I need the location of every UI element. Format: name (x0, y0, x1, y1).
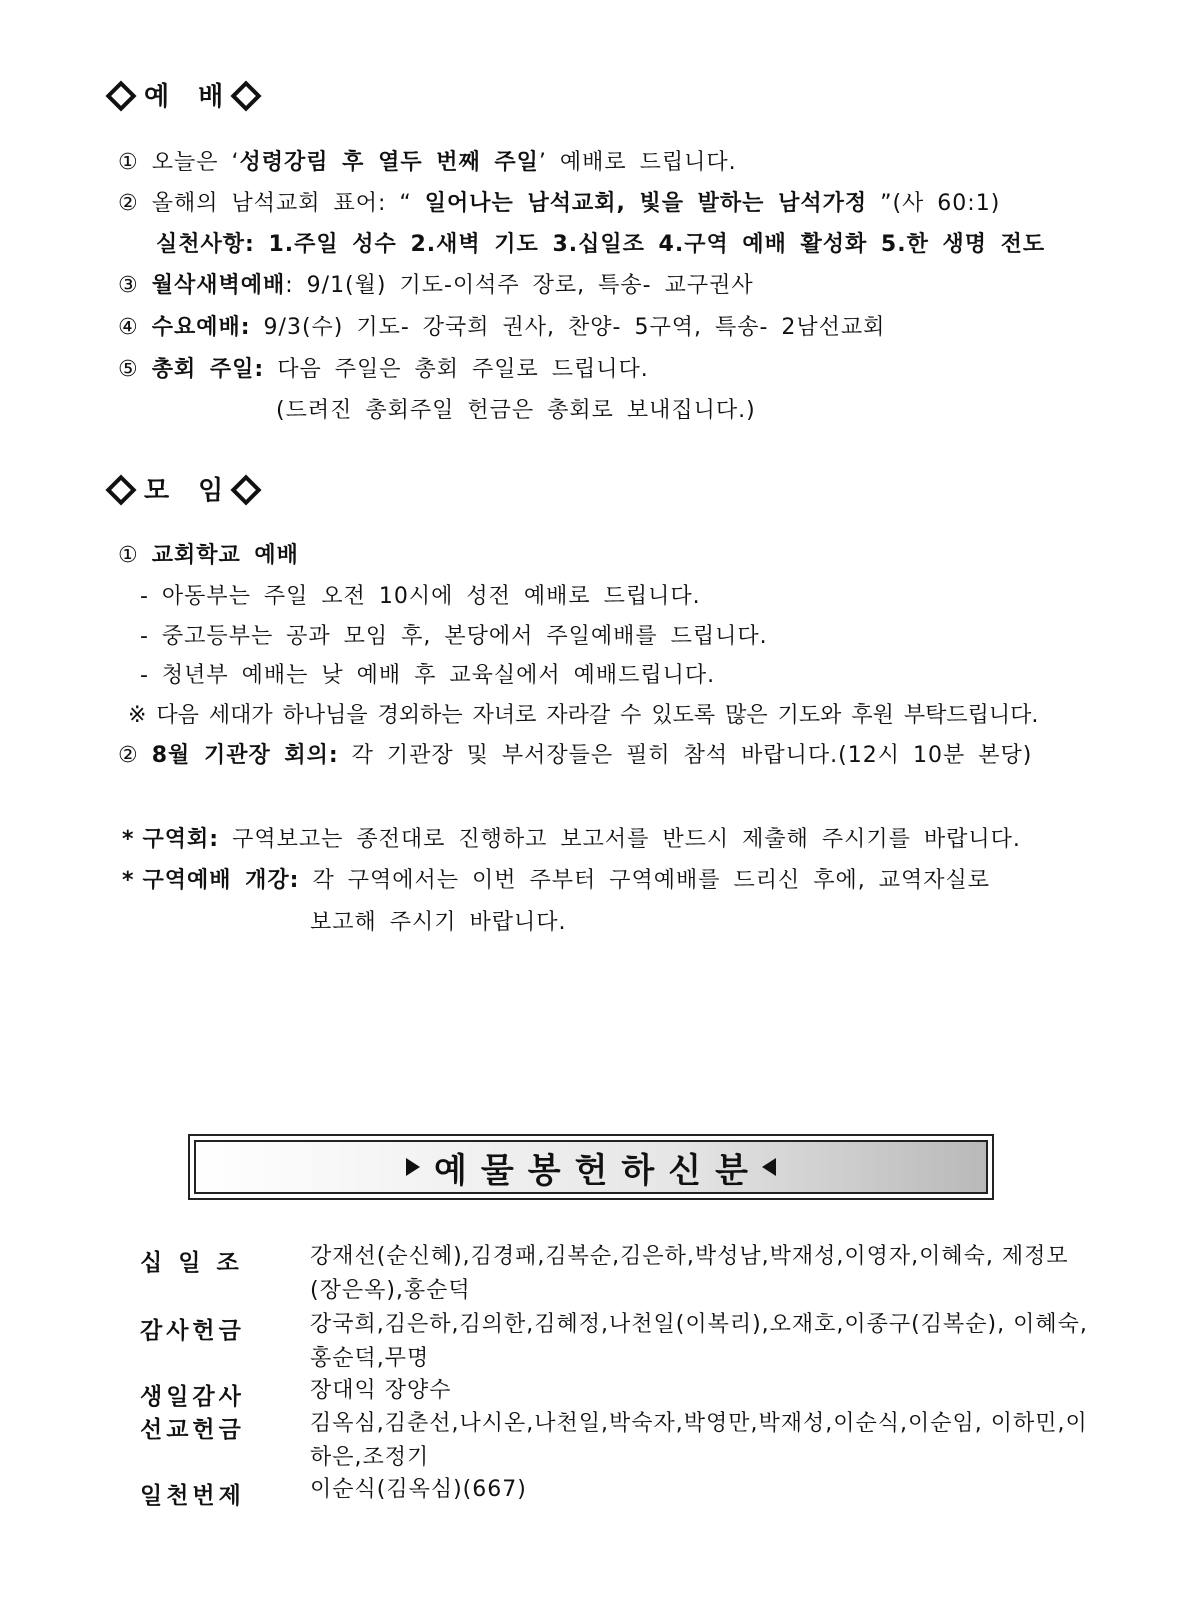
asterisk-icon: * (122, 868, 135, 893)
worship-item-5-note: (드려진 총회주일 헌금은 총회로 보내집니다.) (276, 398, 756, 423)
item-number: ① (118, 150, 139, 175)
item-number: ⑤ (118, 357, 139, 382)
worship-item-1 (118, 145, 737, 176)
item-text: 오늘은 ‘ (151, 150, 240, 175)
offering-label-thousand: 일천번제 (140, 1483, 245, 1509)
item-bold-text: 8월 기관장 회의: (151, 743, 339, 768)
offering-label-tithe: 십 일 조 (140, 1250, 243, 1276)
diamond-icon (231, 80, 262, 111)
diamond-icon (105, 474, 136, 505)
diamond-icon (231, 474, 262, 505)
notice-1 (122, 822, 1021, 853)
diamond-icon (105, 80, 136, 111)
offering-banner-inner (194, 1140, 988, 1194)
meeting-item-1 (118, 538, 299, 569)
asterisk-icon: * (122, 827, 135, 852)
worship-practice: 실천사항: 1.주일 성수 2.새벽 기도 3.십일조 4.구역 예배 활성화 5.한 생명 전도 (156, 232, 1046, 257)
notice-2 (122, 863, 990, 894)
meeting-sub-3: - 청년부 예배는 낮 예배 후 교육실에서 예배드립니다. (140, 663, 716, 688)
meeting-sub-1: - 아동부는 주일 오전 10시에 성전 예배로 드립니다. (140, 584, 701, 609)
section-title-text: 예 배 (144, 82, 234, 112)
offering-label-mission: 선교헌금 (140, 1417, 245, 1443)
worship-item-5 (118, 352, 649, 383)
meeting-sub-2: - 중고등부는 공과 모임 후, 본당에서 주일예배를 드립니다. (140, 624, 768, 649)
offering-names-thanks: 강국희,김은하,김의한,김혜정,나천일(이복리),오재호,이종구(김복순), 이혜숙,홍순덕,무명 (310, 1312, 1088, 1371)
offering-label-thanks: 감사헌금 (140, 1318, 245, 1344)
offering-banner (188, 1134, 994, 1200)
item-text: 올해의 남석교회 표어: “ (151, 191, 425, 216)
offering-names-thousand: 이순식(김옥심)(667) (310, 1477, 527, 1502)
notice-bold-text: 구역예배 개강: (142, 868, 300, 893)
offering-names-mission: 김옥심,김춘선,나시온,나천일,박숙자,박영만,박재성,이순식,이순임, 이하민,이하은,조정기 (310, 1411, 1088, 1470)
meeting-note: ※ 다음 세대가 하나님을 경외하는 자녀로 자라갈 수 있도록 많은 기도와 후원 부탁드립니다. (128, 703, 1039, 728)
item-bold-text: 수요예배: (151, 315, 251, 340)
item-text: ”(사 60:1) (867, 191, 1001, 216)
item-number: ③ (118, 273, 139, 298)
worship-item-3 (118, 268, 754, 299)
item-text: 다음 주일은 총회 주일로 드립니다. (264, 357, 649, 382)
item-number: ② (118, 743, 139, 768)
item-text: 각 기관장 및 부서장들은 필히 참석 바랍니다.(12시 10분 본당) (338, 743, 1033, 768)
item-number: ④ (118, 315, 139, 340)
worship-item-4 (118, 310, 885, 341)
item-text: ’ 예배로 드립니다. (538, 150, 737, 175)
meeting-item-2 (118, 738, 1032, 769)
section-title-worship (104, 76, 269, 113)
notice-text: 구역보고는 종전대로 진행하고 보고서를 반드시 제출해 주시기를 바랍니다. (219, 827, 1021, 852)
offering-label-birthday: 생일감사 (140, 1384, 245, 1410)
item-bold-text: 총회 주일: (151, 357, 265, 382)
item-text: : 9/1(월) 기도-이석주 장로, 특송- 교구권사 (285, 273, 754, 298)
notice-text: 각 구역에서는 이번 주부터 구역예배를 드리신 후에, 교역자실로 (299, 868, 990, 893)
triangle-right-icon (406, 1158, 420, 1176)
item-number: ① (118, 543, 139, 568)
item-text: 9/3(수) 기도- 강국희 권사, 찬양- 5구역, 특송- 2남선교회 (250, 315, 886, 340)
worship-item-2 (118, 186, 1000, 217)
item-bold-text: 성령강림 후 열두 번째 주일 (239, 150, 539, 175)
offering-names-tithe: 강재선(순신혜),김경패,김복순,김은하,박성남,박재성,이영자,이혜숙, 제정모(장은옥),홍순덕 (310, 1244, 1069, 1303)
item-bold-text: 교회학교 예배 (151, 543, 299, 568)
offering-banner-title: 예물봉헌하신분 (434, 1150, 762, 1191)
section-title-meeting (104, 470, 269, 507)
item-bold-text: 월삭새벽예배 (151, 273, 286, 298)
section-title-text: 모 임 (144, 476, 234, 506)
item-bold-text: 일어나는 남석교회, 빛을 발하는 남석가정 (424, 191, 868, 216)
notice-2-cont: 보고해 주시기 바랍니다. (310, 910, 567, 935)
triangle-left-icon (762, 1158, 776, 1176)
notice-bold-text: 구역회: (142, 827, 220, 852)
item-number: ② (118, 191, 139, 216)
offering-names-birthday: 장대익 장양수 (310, 1378, 452, 1403)
